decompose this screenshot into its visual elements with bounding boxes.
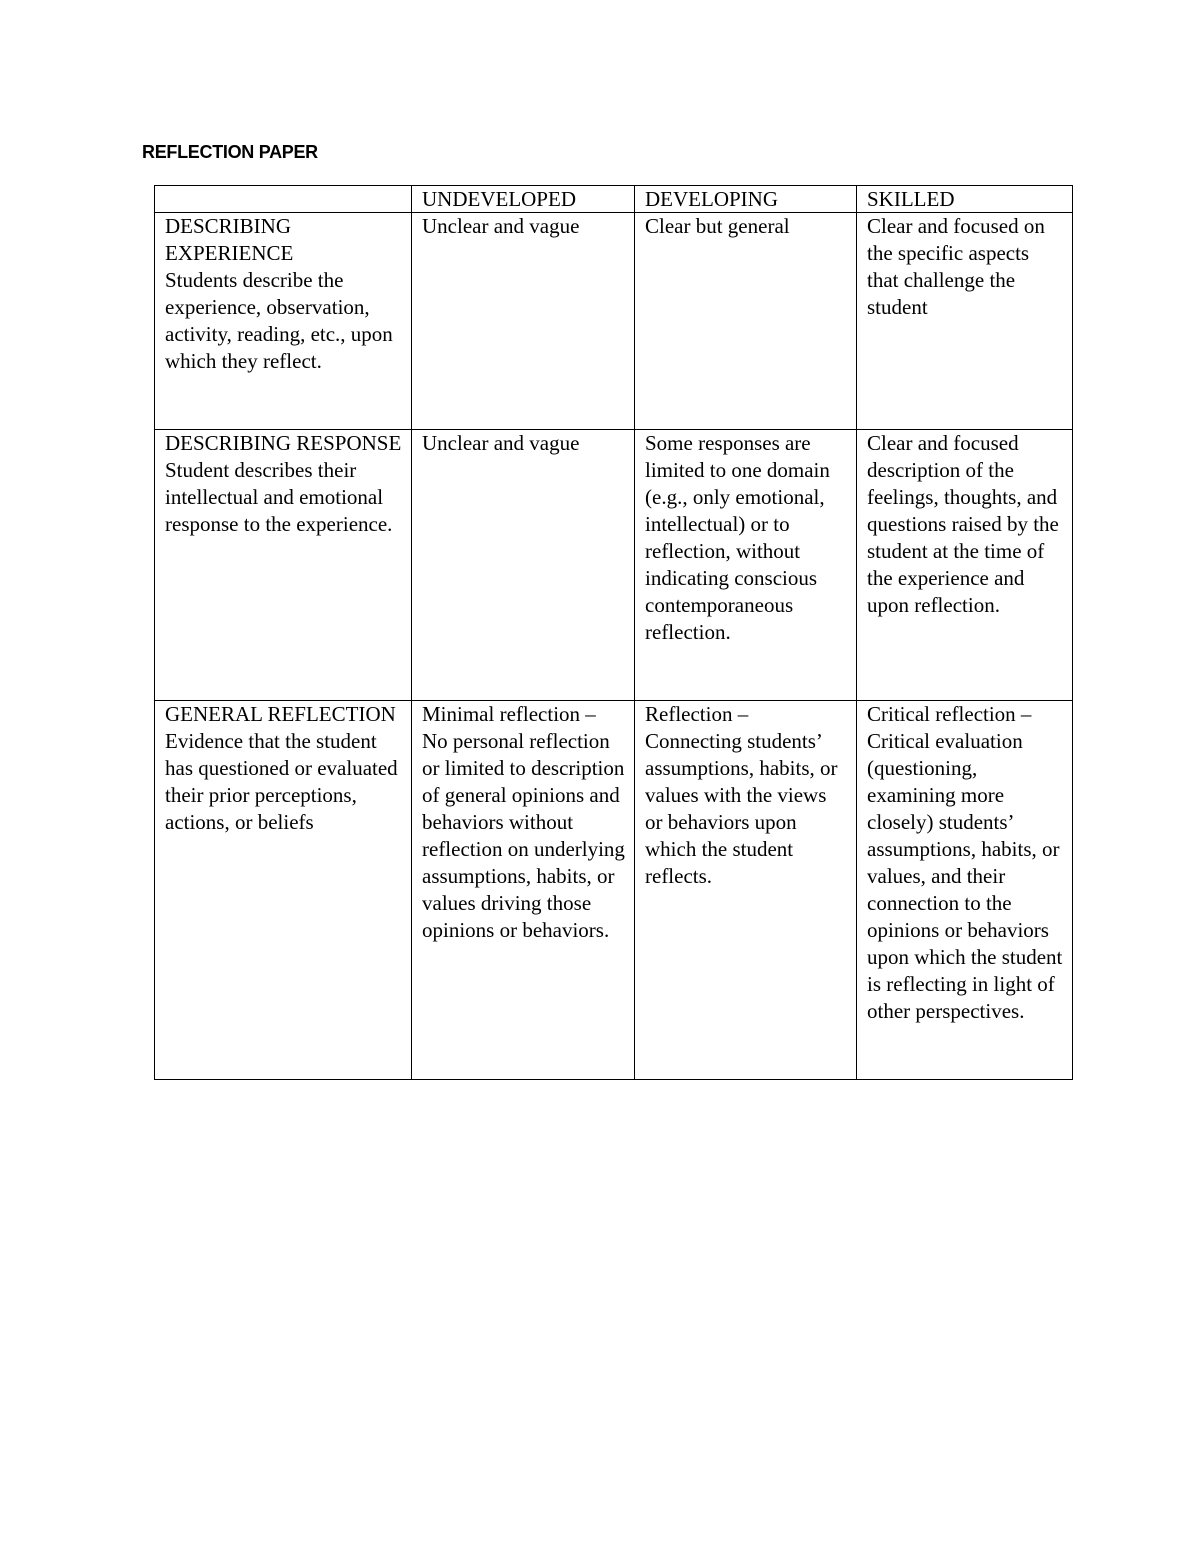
developing-cell: Reflection – Connecting students’ assumptions, habits, or values with the views or behaviors upon which the student reflects. (635, 701, 857, 1080)
undeveloped-cell: Unclear and vague (412, 430, 635, 701)
criterion-cell (155, 701, 412, 1080)
table-row (155, 701, 1073, 1080)
skilled-cell: Clear and focused description of the feelings, thoughts, and questions raised by the student at the time of the experience and upon reflection. (857, 430, 1073, 701)
skilled-cell: Clear and focused on the specific aspects that challenge the student (857, 213, 1073, 430)
criterion-title: DESCRIBING RESPONSE (165, 431, 402, 455)
criterion-description: Student describes their intellectual and emotional response to the experience. (165, 458, 393, 536)
criterion-description: Evidence that the student has questioned or evaluated their prior perceptions, actions, or beliefs (165, 729, 398, 834)
page-title: REFLECTION PAPER (142, 142, 318, 162)
undeveloped-cell: Unclear and vague (412, 213, 635, 430)
undeveloped-cell: Minimal reflection – No personal reflection or limited to description of general opinions and behaviors without reflection on underlying assumptions, habits, or values driving those opinions or behaviors. (412, 701, 635, 1080)
criterion-title: DESCRIBING EXPERIENCE (165, 214, 294, 265)
table-header-row (155, 186, 1073, 213)
criterion-description: Students describe the experience, observation, activity, reading, etc., upon which they reflect. (165, 268, 393, 373)
skilled-cell: Critical reflection – Critical evaluation (questioning, examining more closely) students’ assumptions, habits, or values, and their connection to the opinions or behaviors upon which the student is reflecting in light of other perspectives. (857, 701, 1073, 1080)
header-cell-developing: DEVELOPING (635, 186, 857, 213)
criterion-cell (155, 213, 412, 430)
header-cell-undeveloped: UNDEVELOPED (412, 186, 635, 213)
criterion-title: GENERAL REFLECTION (165, 702, 396, 726)
table-row (155, 430, 1073, 701)
header-cell-skilled: SKILLED (857, 186, 1073, 213)
table-row (155, 213, 1073, 430)
header-cell-blank (155, 186, 412, 213)
criterion-cell (155, 430, 412, 701)
developing-cell: Clear but general (635, 213, 857, 430)
rubric-table (154, 185, 1073, 1080)
developing-cell: Some responses are limited to one domain (e.g., only emotional, intellectual) or to reflection, without indicating conscious contemporaneous reflection. (635, 430, 857, 701)
